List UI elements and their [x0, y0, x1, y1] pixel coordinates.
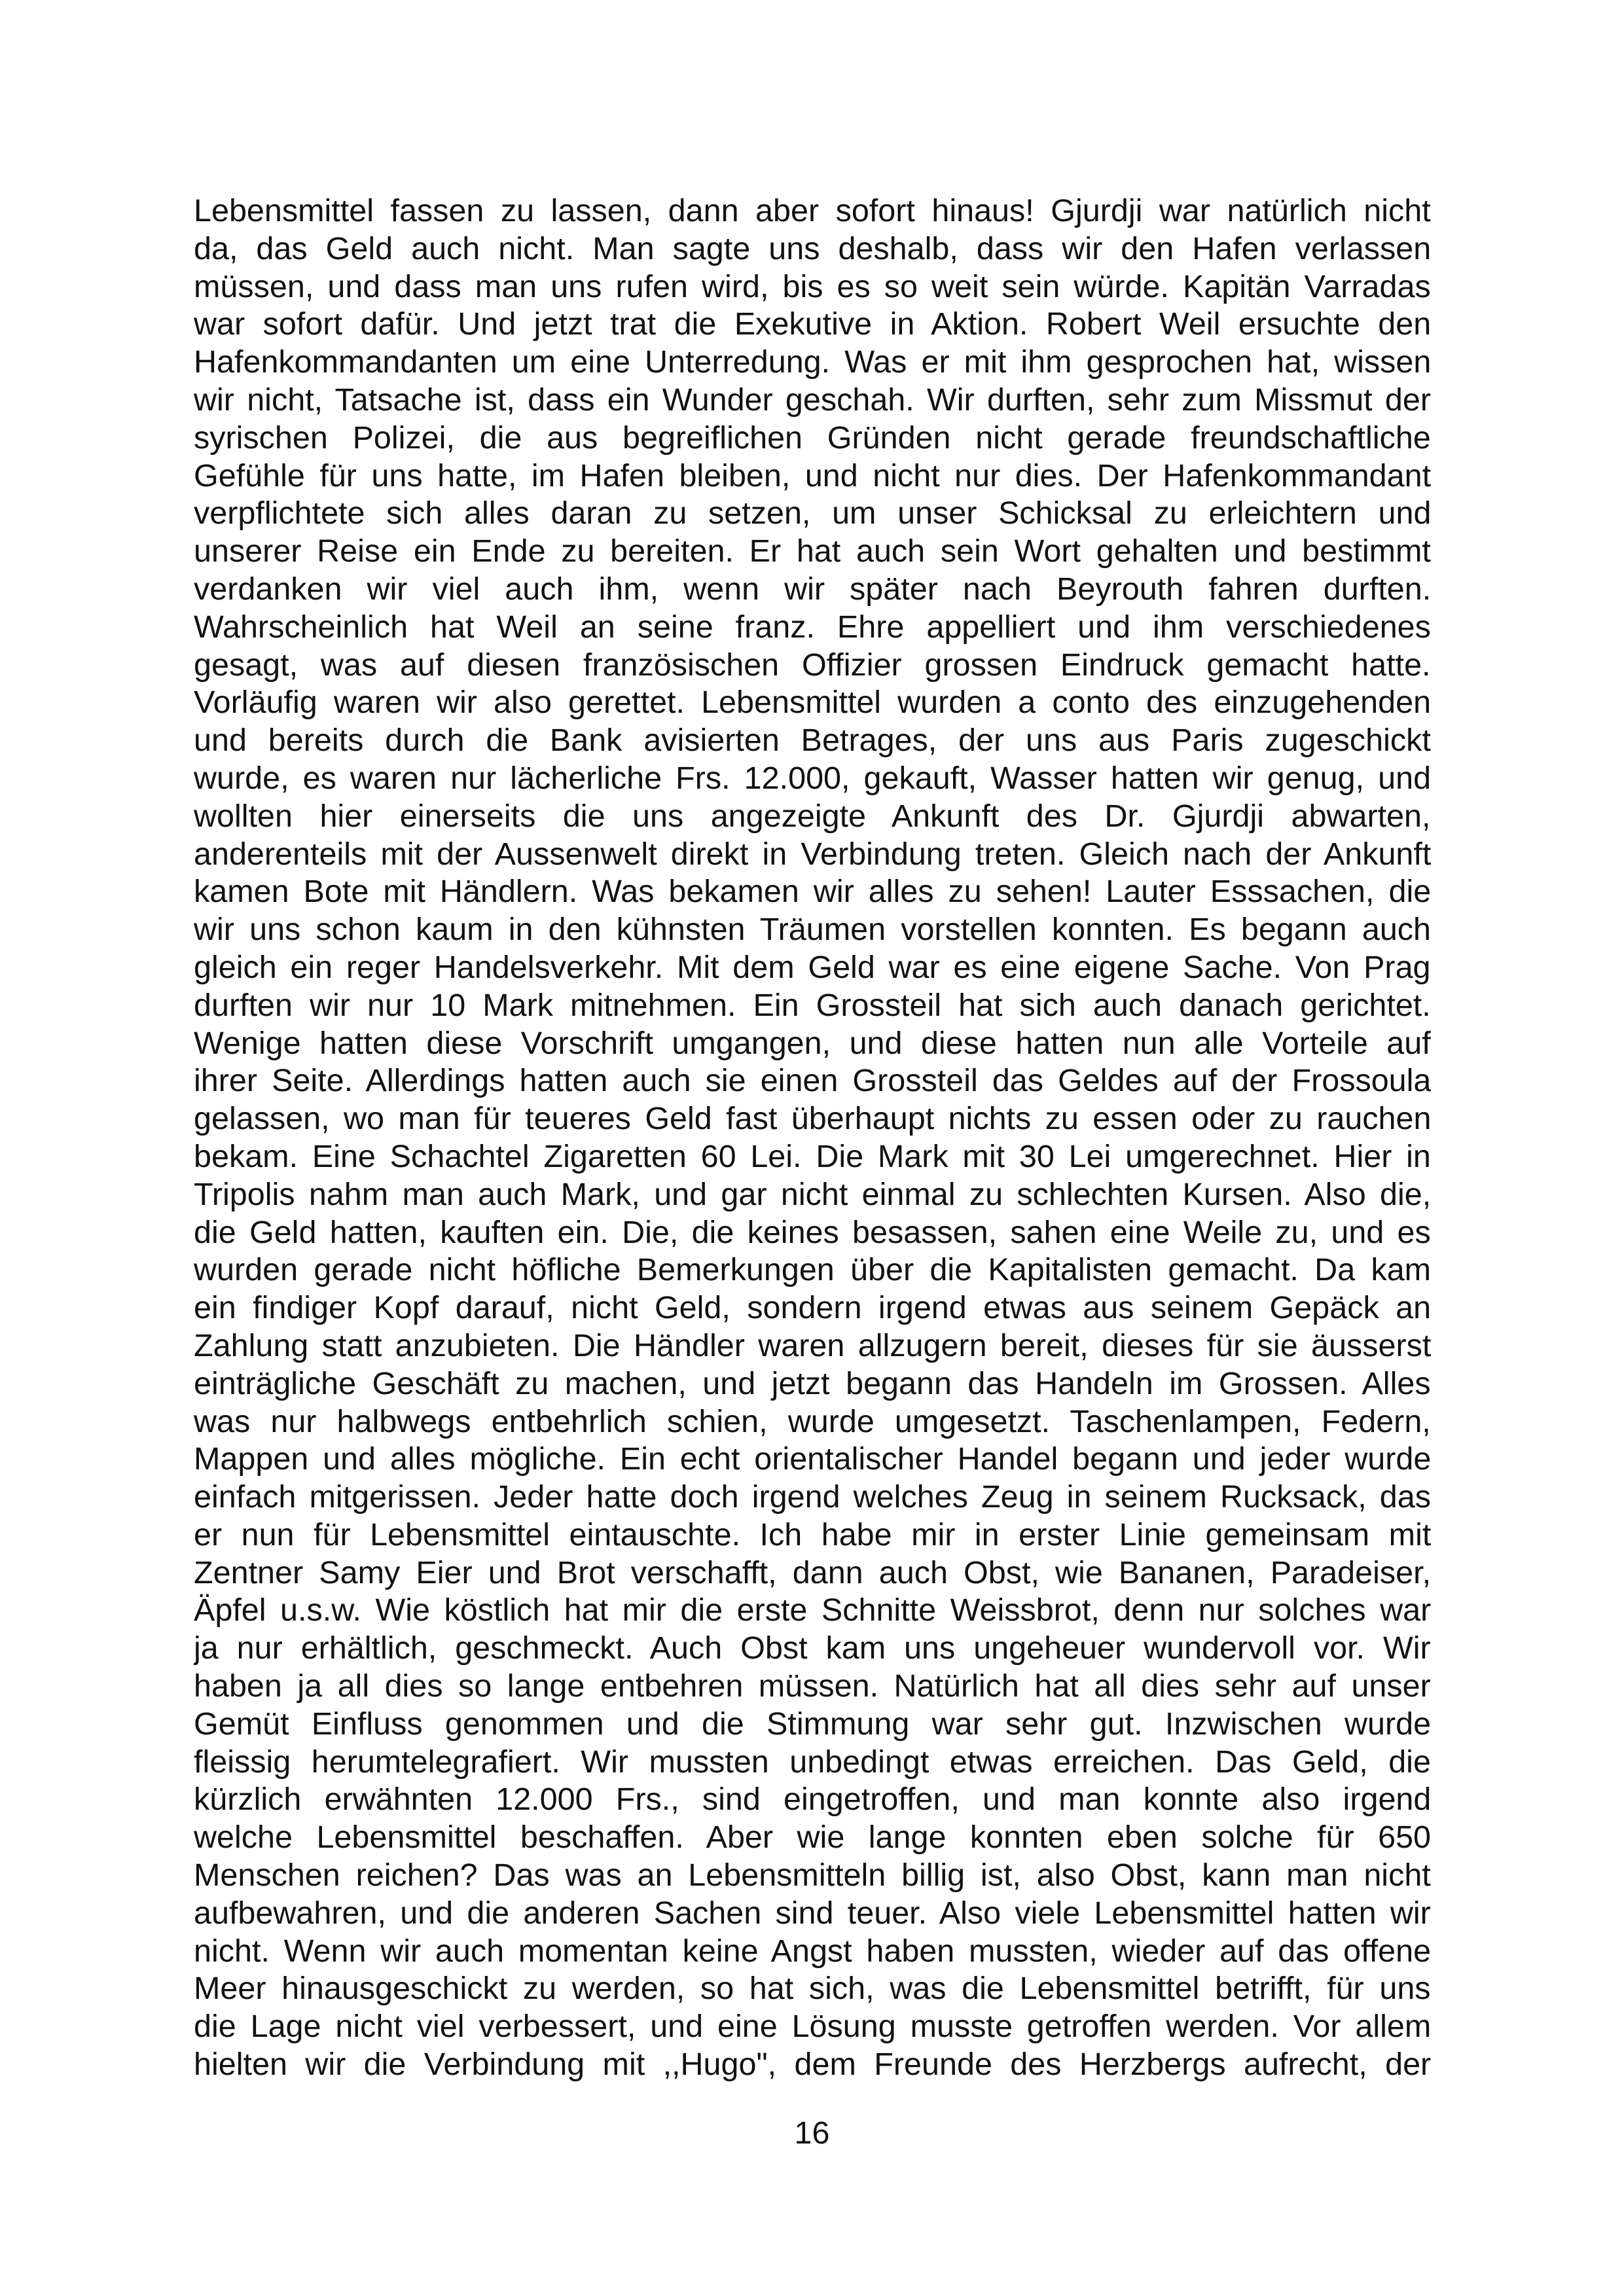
text-line: wurde, es waren nur lächerliche Frs. 12.000, gekauft, Wasser hatten wir genug, und — [194, 760, 1431, 796]
text-line: gelassen, wo man für teueres Geld fast überhaupt nichts zu essen oder zu rauchen — [194, 1101, 1431, 1137]
text-line: kürzlich erwähnten 12.000 Frs., sind eingetroffen, und man konnte also irgend — [194, 1782, 1431, 1818]
text-line: bekam. Eine Schachtel Zigaretten 60 Lei. Die Mark mit 30 Lei umgerechnet. Hier in — [194, 1138, 1431, 1174]
text-line: syrischen Polizei, die aus begreiflichen Gründen nicht gerade freundschaftliche — [194, 420, 1431, 456]
text-line: Zentner Samy Eier und Brot verschafft, dann auch Obst, wie Bananen, Paradeiser, — [194, 1554, 1431, 1590]
text-line: ihrer Seite. Allerdings hatten auch sie einen Grossteil das Geldes auf der Frossoula — [194, 1063, 1431, 1099]
text-line: Äpfel u.s.w. Wie köstlich hat mir die erste Schnitte Weissbrot, denn nur solches war — [194, 1592, 1431, 1628]
text-line: kamen Bote mit Händlern. Was bekamen wir alles zu sehen! Lauter Esssachen, die — [194, 874, 1431, 910]
text-line: ja nur erhältlich, geschmeckt. Auch Obst kam uns ungeheuer wundervoll vor. Wir — [194, 1630, 1431, 1666]
text-line: verdanken wir viel auch ihm, wenn wir später nach Beyrouth fahren durften. — [194, 571, 1431, 607]
text-line: hielten wir die Verbindung mit ,,Hugo", dem Freunde des Herzbergs aufrecht, der — [194, 2047, 1431, 2083]
text-line: müssen, und dass man uns rufen wird, bis es so weit sein würde. Kapitän Varradas — [194, 268, 1431, 304]
text-line: war sofort dafür. Und jetzt trat die Exekutive in Aktion. Robert Weil ersuchte den — [194, 306, 1431, 342]
text-line: nicht. Wenn wir auch momentan keine Angst haben mussten, wieder auf das offene — [194, 1933, 1431, 1969]
text-line: die Lage nicht viel verbessert, und eine Lösung musste getroffen werden. Vor allem — [194, 2009, 1431, 2045]
text-line: Tripolis nahm man auch Mark, und gar nicht einmal zu schlechten Kursen. Also die, — [194, 1176, 1431, 1212]
text-line: durften wir nur 10 Mark mitnehmen. Ein Grossteil hat sich auch danach gerichtet. — [194, 987, 1431, 1023]
text-line: Wahrscheinlich hat Weil an seine franz. Ehre appelliert und ihm verschiedenes — [194, 609, 1431, 645]
text-line: Meer hinausgeschickt zu werden, so hat sich, was die Lebensmittel betrifft, für uns — [194, 1971, 1431, 2007]
text-line: er nun für Lebensmittel eintauschte. Ich habe mir in erster Linie gemeinsam mit — [194, 1516, 1431, 1552]
text-line: ein findiger Kopf darauf, nicht Geld, sondern irgend etwas aus seinem Gepäck an — [194, 1290, 1431, 1326]
text-line: wurden gerade nicht höfliche Bemerkungen über die Kapitalisten gemacht. Da kam — [194, 1252, 1431, 1288]
text-line: Hafenkommandanten um eine Unterredung. Was er mit ihm gesprochen hat, wissen — [194, 344, 1431, 380]
text-line: haben ja all dies so lange entbehren müssen. Natürlich hat all dies sehr auf unser — [194, 1668, 1431, 1704]
text-line: einfach mitgerissen. Jeder hatte doch irgend welches Zeug in seinem Rucksack, das — [194, 1479, 1431, 1515]
body-text — [194, 192, 1431, 2084]
text-line: Vorläufig waren wir also gerettet. Lebensmittel wurden a conto des einzugehenden — [194, 685, 1431, 721]
text-line: Wenige hatten diese Vorschrift umgangen, und diese hatten nun alle Vorteile auf — [194, 1025, 1431, 1061]
text-line: wollten hier einerseits die uns angezeigte Ankunft des Dr. Gjurdji abwarten, — [194, 798, 1431, 834]
text-line: gleich ein reger Handelsverkehr. Mit dem Geld war es eine eigene Sache. Von Prag — [194, 949, 1431, 985]
text-line: die Geld hatten, kauften ein. Die, die keines besassen, sahen eine Weile zu, und es — [194, 1214, 1431, 1250]
text-line: aufbewahren, und die anderen Sachen sind teuer. Also viele Lebensmittel hatten wir — [194, 1895, 1431, 1931]
text-line: Lebensmittel fassen zu lassen, dann aber sofort hinaus! Gjurdji war natürlich nicht — [194, 193, 1431, 228]
text-line: Zahlung statt anzubieten. Die Händler waren allzugern bereit, dieses für sie äusserst — [194, 1327, 1431, 1363]
text-line: Gemüt Einfluss genommen und die Stimmung war sehr gut. Inzwischen wurde — [194, 1706, 1431, 1742]
text-line: unserer Reise ein Ende zu bereiten. Er hat auch sein Wort gehalten und bestimmt — [194, 533, 1431, 569]
text-line: und bereits durch die Bank avisierten Betrages, der uns aus Paris zugeschickt — [194, 723, 1431, 759]
text-line: Mappen und alles mögliche. Ein echt orientalischer Handel begann und jeder wurde — [194, 1441, 1431, 1477]
text-line: gesagt, was auf diesen französischen Offizier grossen Eindruck gemacht hatte. — [194, 647, 1431, 683]
text-line: wir uns schon kaum in den kühnsten Träumen vorstellen konnten. Es begann auch — [194, 912, 1431, 948]
text-line: wir nicht, Tatsache ist, dass ein Wunder geschah. Wir durften, sehr zum Missmut der — [194, 382, 1431, 418]
text-line: da, das Geld auch nicht. Man sagte uns deshalb, dass wir den Hafen verlassen — [194, 230, 1431, 266]
page-number: 16 — [794, 2115, 830, 2151]
text-line: welche Lebensmittel beschaffen. Aber wie lange konnten eben solche für 650 — [194, 1820, 1431, 1856]
text-line: verpflichtete sich alles daran zu setzen, um unser Schicksal zu erleichtern und — [194, 495, 1431, 531]
text-line: einträgliche Geschäft zu machen, und jetzt begann das Handeln im Grossen. Alles — [194, 1365, 1431, 1401]
text-line: was nur halbwegs entbehrlich schien, wurde umgesetzt. Taschenlampen, Federn, — [194, 1403, 1431, 1439]
text-line: Gefühle für uns hatte, im Hafen bleiben, und nicht nur dies. Der Hafenkommandant — [194, 457, 1431, 493]
text-line: anderenteils mit der Aussenwelt direkt in Verbindung treten. Gleich nach der Ankunft — [194, 836, 1431, 872]
text-line: fleissig herumtelegrafiert. Wir mussten unbedingt etwas erreichen. Das Geld, die — [194, 1744, 1431, 1780]
text-line: Menschen reichen? Das was an Lebensmitteln billig ist, also Obst, kann man nicht — [194, 1857, 1431, 1893]
